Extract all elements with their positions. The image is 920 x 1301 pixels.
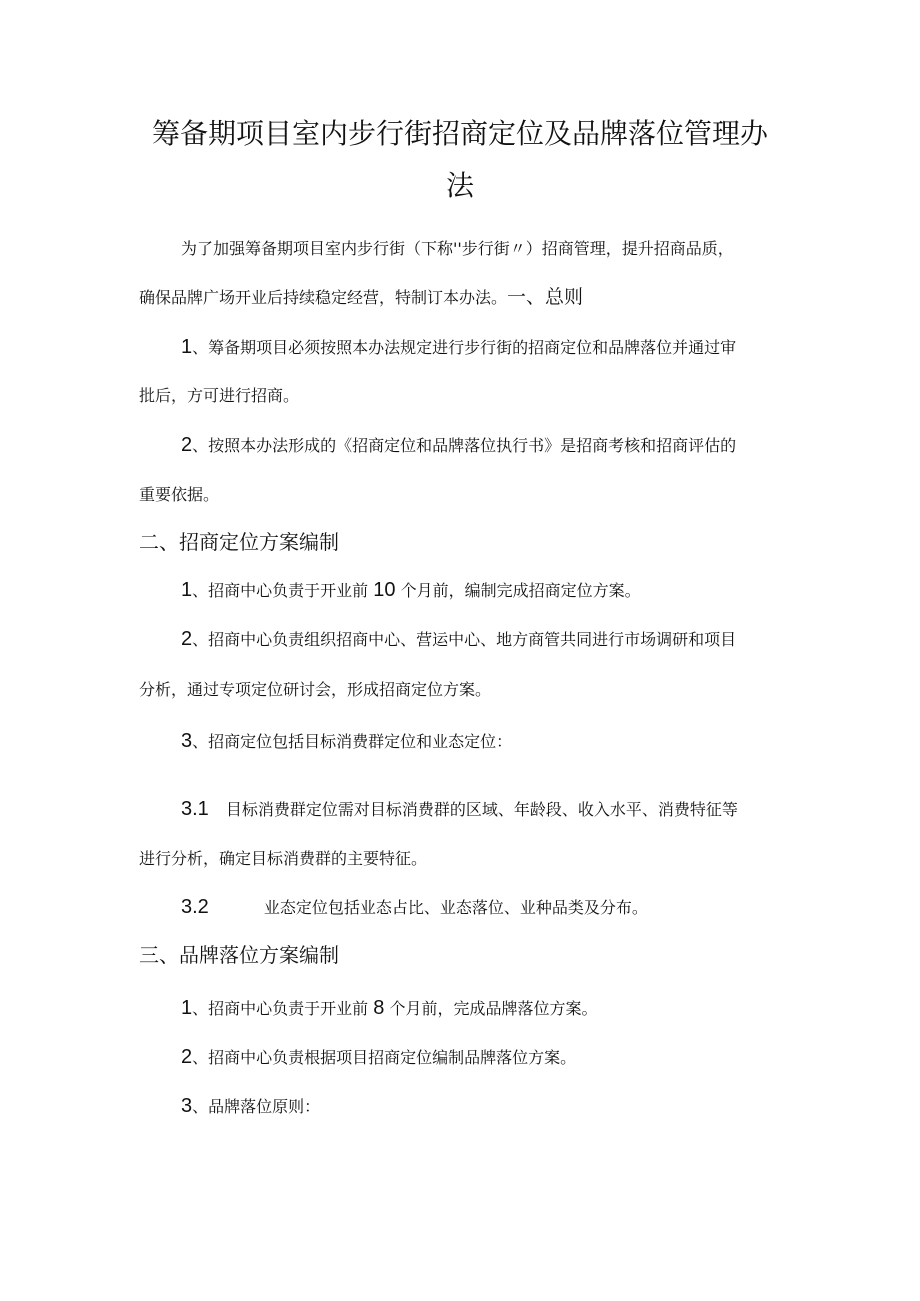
s2-p3-number: 3	[181, 730, 193, 752]
s2-p1-text-post: 个月前，编制完成招商定位方案。	[400, 581, 641, 600]
s1-p1-continuation: 批后，方可进行招商。	[139, 386, 300, 405]
s2-p2-text: 、招商中心负责组织招商中心、营运中心、地方商管共同进行市场调研和项目	[192, 630, 737, 649]
s2-subparagraph-3-2	[181, 897, 648, 918]
s2-p2-number: 2	[181, 628, 193, 650]
s1-paragraph-2	[181, 435, 736, 456]
s1-p2-text: 、按照本办法形成的《招商定位和品牌落位执行书》是招商考核和招商评估的	[192, 436, 737, 455]
s2-p1-months-value: 10	[373, 579, 396, 601]
title-line-1: 筹备期项目室内步行街招商定位及品牌落位管理办	[151, 117, 768, 150]
s1-p2-continuation: 重要依据。	[139, 485, 220, 504]
s1-p2-number: 2	[181, 434, 193, 456]
s1-p1-text: 、筹备期项目必须按照本办法规定进行步行街的招商定位和品牌落位并通过审	[192, 338, 737, 357]
s3-p3-text: 、品牌落位原则：	[192, 1097, 321, 1116]
section-1-heading: 一、总则	[507, 286, 584, 308]
document-title	[140, 108, 780, 212]
s3-p1-text-post: 个月前，完成品牌落位方案。	[389, 999, 598, 1018]
s3-p1-number: 1	[181, 997, 193, 1019]
intro-line-2	[139, 287, 583, 308]
s2-p31-continuation: 进行分析，确定目标消费群的主要特征。	[139, 849, 428, 868]
s2-p2-continuation: 分析，通过专项定位研讨会，形成招商定位方案。	[139, 680, 492, 699]
s2-paragraph-1	[181, 580, 641, 601]
s2-paragraph-2	[181, 629, 736, 650]
s3-p2-number: 2	[181, 1046, 193, 1068]
s3-paragraph-2	[181, 1047, 576, 1068]
s2-p1-text-pre: 、招商中心负责于开业前	[192, 581, 369, 600]
s2-p32-number: 3.2	[181, 896, 209, 918]
section-3-heading: 三、品牌落位方案编制	[139, 943, 339, 967]
s2-paragraph-3	[181, 731, 512, 752]
title-line-2: 法	[445, 169, 474, 202]
s3-p3-number: 3	[181, 1095, 193, 1117]
s3-p1-text-pre: 、招商中心负责于开业前	[192, 999, 369, 1018]
s1-paragraph-1	[181, 337, 736, 358]
s2-p32-text: 业态定位包括业态占比、业态落位、业种品类及分布。	[263, 898, 648, 917]
s2-p31-text: 目标消费群定位需对目标消费群的区域、年龄段、收入水平、消费特征等	[225, 800, 738, 819]
s1-p1-number: 1	[181, 336, 193, 358]
s2-subparagraph-3-1	[181, 799, 738, 820]
intro-text: 确保品牌广场开业后持续稳定经营，特制订本办法。	[139, 288, 508, 307]
intro-line-1: 为了加强筹备期项目室内步行街（下称''步行街〃）招商管理，提升招商品质，	[181, 239, 734, 258]
s3-p2-text: 、招商中心负责根据项目招商定位编制品牌落位方案。	[192, 1048, 577, 1067]
s2-p31-number: 3.1	[181, 798, 209, 820]
s3-p1-months-value: 8	[373, 997, 385, 1019]
s2-p3-text: 、招商定位包括目标消费群定位和业态定位：	[192, 732, 513, 751]
s2-p1-number: 1	[181, 579, 193, 601]
s3-paragraph-1	[181, 998, 597, 1019]
s3-paragraph-3	[181, 1096, 320, 1117]
section-2-heading: 二、招商定位方案编制	[139, 530, 339, 554]
